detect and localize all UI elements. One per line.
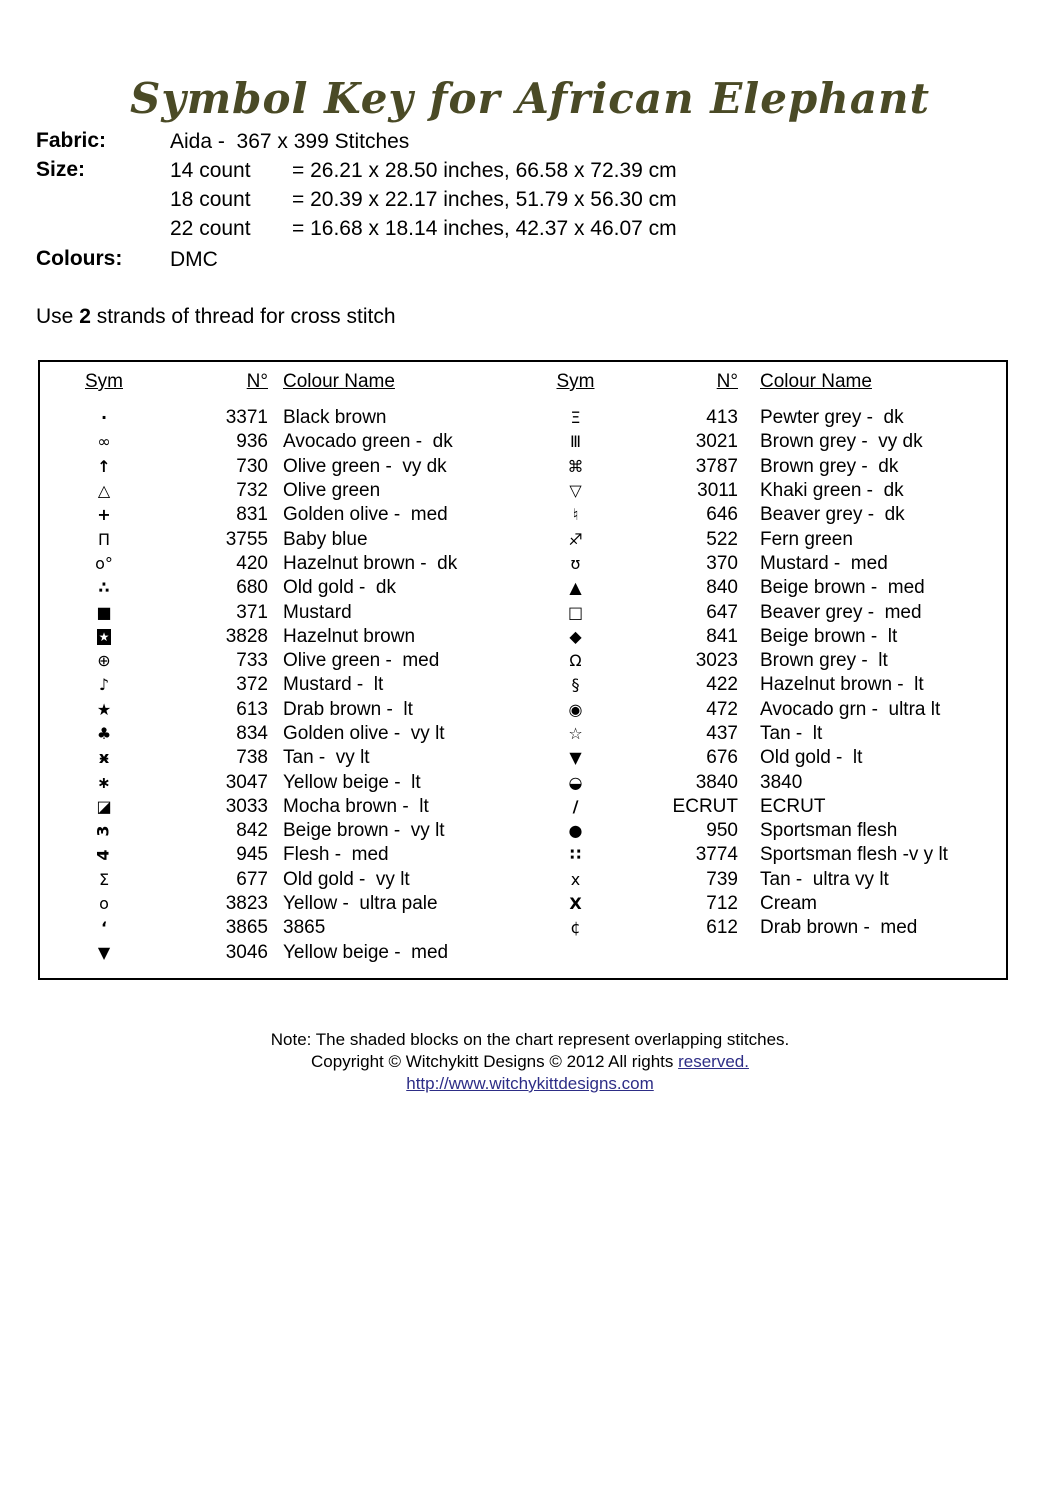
symbol-cell xyxy=(508,507,643,523)
stitch-symbol: x xyxy=(570,869,581,889)
colour-name-cell: Brown grey - vy dk xyxy=(760,431,923,453)
website-link[interactable]: http://www.witchykittdesigns.com xyxy=(406,1074,654,1093)
table-row xyxy=(40,941,1006,965)
number-cell: 732 xyxy=(236,480,268,502)
number-cell: 841 xyxy=(706,625,738,647)
number-cell: 3033 xyxy=(225,795,268,817)
symbol-cell xyxy=(508,602,643,622)
header-name-left: Colour Name xyxy=(283,371,395,392)
colour-name-cell: 3865 xyxy=(283,917,326,939)
colour-name-cell: Beige brown - lt xyxy=(760,625,898,647)
table-row xyxy=(40,698,1006,722)
number-cell: 936 xyxy=(236,431,268,453)
table-row xyxy=(40,527,1006,551)
colour-name-cell: Fern green xyxy=(760,528,853,550)
stitch-symbol: △ xyxy=(97,481,111,501)
table-row xyxy=(40,770,1006,794)
colour-name-cell: Beaver grey - dk xyxy=(760,504,905,526)
footer-note: Note: The shaded blocks on the chart represent overlapping stitches. xyxy=(270,1030,790,1049)
size-dims: = 20.39 x 22.17 inches, 51.79 x 56.30 cm xyxy=(292,188,677,211)
size-dims: = 26.21 x 28.50 inches, 66.58 x 72.39 cm xyxy=(292,159,677,182)
stitch-symbol: ▼ xyxy=(569,748,582,768)
size-line xyxy=(170,159,677,183)
stitch-symbol: ¢ xyxy=(570,918,581,938)
stitch-symbol: Ξ xyxy=(570,408,581,428)
key-table-header xyxy=(40,371,1006,393)
colour-name-cell: Brown grey - lt xyxy=(760,650,888,672)
number-cell: 437 xyxy=(706,723,738,744)
stitch-symbol: X xyxy=(569,894,582,914)
stitch-symbol: ∷ xyxy=(569,845,582,865)
header-sym-left: Sym xyxy=(85,371,123,392)
symbol-cell xyxy=(40,677,168,693)
number-cell: 422 xyxy=(706,674,738,696)
stitch-symbol: ʊ xyxy=(570,553,581,573)
colour-name-cell: Old gold - lt xyxy=(760,747,863,769)
header-name-right: Colour Name xyxy=(760,371,872,392)
colour-name-cell: Flesh - med xyxy=(283,844,389,866)
table-row xyxy=(40,746,1006,770)
colour-name-cell: Beige brown - vy lt xyxy=(283,820,445,842)
number-cell: 842 xyxy=(236,820,268,842)
colour-name-cell: Beige brown - med xyxy=(760,577,925,599)
number-cell: ECRUT xyxy=(672,795,738,817)
colour-name-cell: Olive green - vy dk xyxy=(283,455,447,477)
symbol-cell xyxy=(40,628,168,645)
stitch-symbol: 3 xyxy=(93,825,113,837)
stitch-symbol: ☆ xyxy=(568,724,583,743)
symbol-cell xyxy=(508,456,643,476)
table-row xyxy=(40,625,1006,649)
number-cell: 3371 xyxy=(225,407,268,429)
key-table-rows xyxy=(40,406,1006,965)
colour-name-cell: Drab brown - med xyxy=(760,917,918,939)
stitch-symbol: ↑ xyxy=(97,456,111,476)
symbol-cell xyxy=(40,699,168,719)
number-cell: 371 xyxy=(236,601,268,623)
colour-name-cell: Olive green xyxy=(283,480,381,502)
symbol-cell xyxy=(40,434,168,450)
symbol-cell xyxy=(508,869,643,889)
stitch-symbol: Σ xyxy=(98,869,110,889)
header-sym-right: Sym xyxy=(556,371,595,392)
number-cell: 733 xyxy=(236,650,268,672)
stitch-symbol: ⌘ xyxy=(567,456,584,476)
number-cell: 950 xyxy=(706,820,738,842)
size-label: Size: xyxy=(36,158,86,181)
reserved-link[interactable]: reserved. xyxy=(678,1052,749,1071)
symbol-cell xyxy=(40,580,168,596)
stitch-symbol: □ xyxy=(567,602,584,622)
colour-name-cell: Khaki green - dk xyxy=(760,480,904,502)
number-cell: 712 xyxy=(706,893,738,915)
stitch-symbol: ∞ xyxy=(97,432,111,452)
stitch-symbol: ▼ xyxy=(97,942,111,962)
stitch-symbol: ∕ xyxy=(572,796,579,816)
header-num-left: N° xyxy=(246,371,268,392)
colour-name-cell: Tan - vy lt xyxy=(283,747,370,769)
colour-name-cell: Tan - lt xyxy=(760,723,823,744)
number-cell: 3755 xyxy=(225,528,268,550)
symbol-cell xyxy=(508,726,643,742)
stitch-symbol: ӿ xyxy=(98,748,110,768)
symbol-cell xyxy=(40,483,168,499)
colours-label: Colours: xyxy=(36,247,123,270)
table-row xyxy=(40,795,1006,819)
symbol-cell xyxy=(40,410,168,426)
stitch-symbol: ♣ xyxy=(96,724,112,743)
number-cell: 3865 xyxy=(225,917,268,939)
symbol-cell xyxy=(508,847,643,863)
number-cell: 372 xyxy=(236,674,268,696)
symbol-cell xyxy=(40,823,168,839)
symbol-cell xyxy=(508,772,643,792)
number-cell: 739 xyxy=(706,868,738,890)
stitch-symbol: o° xyxy=(95,553,113,573)
colour-name-cell: Mustard - med xyxy=(760,552,888,574)
stitch-symbol: ● xyxy=(568,821,583,841)
symbol-cell xyxy=(40,653,168,669)
colour-name-cell: Old gold - dk xyxy=(283,577,396,599)
colour-name-cell: Hazelnut brown - dk xyxy=(283,552,458,574)
number-cell: 680 xyxy=(236,577,268,599)
colour-name-cell: Yellow beige - lt xyxy=(283,771,421,793)
stitch-symbol: + xyxy=(97,505,111,525)
number-cell: 472 xyxy=(706,698,738,720)
size-line xyxy=(170,188,677,212)
colours-value: DMC xyxy=(170,248,218,271)
symbol-cell xyxy=(508,823,643,839)
size-count: 18 count xyxy=(170,188,251,211)
stitch-symbol: ▽ xyxy=(569,481,582,501)
stitch-symbol: ♪ xyxy=(98,675,110,695)
colour-name-cell: Mocha brown - lt xyxy=(283,795,429,817)
symbol-cell xyxy=(40,847,168,863)
table-row xyxy=(40,455,1006,479)
number-cell: 647 xyxy=(706,601,738,623)
strands-instruction xyxy=(36,305,396,329)
size-line xyxy=(170,217,677,241)
number-cell: 420 xyxy=(236,552,268,574)
symbol-cell xyxy=(508,653,643,669)
colour-name-cell: Golden olive - vy lt xyxy=(283,723,445,744)
number-cell: 522 xyxy=(706,528,738,550)
number-cell: 840 xyxy=(706,577,738,599)
symbol-cell xyxy=(40,456,168,476)
symbol-cell xyxy=(508,529,643,549)
number-cell: 3828 xyxy=(225,625,268,647)
table-row xyxy=(40,843,1006,867)
number-cell: 613 xyxy=(236,698,268,720)
symbol-cell xyxy=(40,896,168,912)
fabric-label: Fabric: xyxy=(36,129,107,152)
symbol-cell xyxy=(508,410,643,426)
stitch-symbol: ◉ xyxy=(568,699,583,719)
stitch-symbol: ♮ xyxy=(572,505,579,525)
table-row xyxy=(40,600,1006,624)
symbol-cell xyxy=(40,920,168,936)
strands-count: 2 xyxy=(79,305,91,328)
number-cell: 3023 xyxy=(695,650,738,672)
footer-url-line xyxy=(0,1074,1060,1094)
colour-name-cell: Cream xyxy=(760,893,818,915)
number-cell: 3840 xyxy=(695,771,738,793)
number-cell: 676 xyxy=(706,747,738,769)
stitch-symbol: o xyxy=(99,894,109,914)
fabric-value: Aida - 367 x 399 Stitches xyxy=(170,130,410,153)
colour-name-cell: Tan - ultra vy lt xyxy=(760,868,889,890)
stitch-symbol: ◪ xyxy=(96,796,112,816)
stitch-symbol: ★ xyxy=(98,630,110,645)
symbol-key-table xyxy=(38,360,1008,980)
number-cell: 413 xyxy=(706,407,738,429)
colour-name-cell: Black brown xyxy=(283,407,387,429)
symbol-cell xyxy=(508,796,643,816)
colour-name-cell: Olive green - med xyxy=(283,650,440,672)
symbol-cell xyxy=(40,772,168,792)
symbol-cell xyxy=(508,626,643,646)
symbol-cell xyxy=(508,896,643,912)
table-row xyxy=(40,552,1006,576)
stitch-symbol: ◆ xyxy=(569,626,582,646)
colour-name-cell: ECRUT xyxy=(760,795,826,817)
strands-suffix: strands of thread for cross stitch xyxy=(90,305,396,328)
number-cell: 730 xyxy=(236,455,268,477)
colour-name-cell: Avocado grn - ultra lt xyxy=(760,698,941,720)
colour-name-cell: Hazelnut brown - lt xyxy=(760,674,924,696)
number-cell: 834 xyxy=(236,723,268,744)
stitch-symbol: ▲ xyxy=(569,578,582,598)
number-cell: 3046 xyxy=(225,941,268,963)
symbol-cell xyxy=(40,869,168,889)
stitch-symbol: ■ xyxy=(96,602,112,622)
stitch-symbol: Π xyxy=(97,529,111,549)
number-cell: 831 xyxy=(236,504,268,526)
symbol-cell xyxy=(40,602,168,622)
symbol-cell xyxy=(508,580,643,596)
page-title: Symbol Key for African Elephant xyxy=(130,74,930,123)
table-row xyxy=(40,673,1006,697)
colour-name-cell: Golden olive - med xyxy=(283,504,448,526)
colour-name-cell: Brown grey - dk xyxy=(760,455,899,477)
stitch-symbol: ‘ xyxy=(100,918,108,938)
colour-name-cell: Avocado green - dk xyxy=(283,431,453,453)
colour-name-cell: Old gold - vy lt xyxy=(283,868,410,890)
table-row xyxy=(40,868,1006,892)
colour-name-cell: 3840 xyxy=(760,771,803,793)
symbol-cell xyxy=(508,920,643,936)
table-row xyxy=(40,892,1006,916)
number-cell: 370 xyxy=(706,552,738,574)
stitch-symbol: ∴ xyxy=(98,578,110,598)
symbol-cell xyxy=(508,483,643,499)
table-row xyxy=(40,649,1006,673)
symbol-cell xyxy=(508,434,643,450)
strands-prefix: Use xyxy=(36,305,80,328)
table-row xyxy=(40,406,1006,430)
symbol-cell xyxy=(40,726,168,742)
table-row xyxy=(40,430,1006,454)
number-cell: 3787 xyxy=(695,455,738,477)
size-count: 14 count xyxy=(170,159,251,182)
stitch-symbol: ◒ xyxy=(568,772,583,792)
symbol-cell xyxy=(508,750,643,766)
number-cell: 3021 xyxy=(695,431,738,453)
symbol-cell xyxy=(40,750,168,766)
stitch-symbol: ∗ xyxy=(97,772,111,792)
stitch-symbol: Ω xyxy=(569,651,582,671)
table-row xyxy=(40,503,1006,527)
symbol-cell xyxy=(508,677,643,693)
colour-name-cell: Mustard xyxy=(283,601,352,623)
colour-name-cell: Beaver grey - med xyxy=(760,601,922,623)
footer-copyright xyxy=(0,1052,1060,1072)
symbol-cell xyxy=(40,796,168,816)
number-cell: 677 xyxy=(236,868,268,890)
colour-name-cell: Hazelnut brown xyxy=(283,625,416,647)
number-cell: 945 xyxy=(236,844,268,866)
table-row xyxy=(40,916,1006,940)
size-count: 22 count xyxy=(170,217,251,240)
number-cell: 3011 xyxy=(697,480,738,502)
symbol-cell xyxy=(40,942,168,962)
stitch-symbol: § xyxy=(571,675,580,695)
symbol-cell xyxy=(508,553,643,573)
colour-name-cell: Drab brown - lt xyxy=(283,698,413,720)
number-cell: 3047 xyxy=(225,771,268,793)
colour-name-cell: Sportsman flesh -v y lt xyxy=(760,844,948,866)
stitch-symbol: ♐ xyxy=(568,529,583,549)
symbol-cell xyxy=(40,507,168,523)
colour-name-cell: Mustard - lt xyxy=(283,674,384,696)
symbol-cell xyxy=(40,553,168,573)
colour-name-cell: Baby blue xyxy=(283,528,368,550)
colour-name-cell: Yellow beige - med xyxy=(283,941,449,963)
table-row xyxy=(40,722,1006,746)
number-cell: 738 xyxy=(236,747,268,769)
table-row xyxy=(40,819,1006,843)
symbol-cell xyxy=(40,529,168,549)
table-row xyxy=(40,479,1006,503)
copyright-text: Copyright © Witchykitt Designs © 2012 All rights xyxy=(311,1052,679,1071)
header-num-right: N° xyxy=(716,371,738,392)
table-row xyxy=(40,576,1006,600)
colour-name-cell: Pewter grey - dk xyxy=(760,407,904,429)
number-cell: 3774 xyxy=(695,844,738,866)
colour-name-cell: Sportsman flesh xyxy=(760,820,898,842)
symbol-cell xyxy=(508,699,643,719)
colour-name-cell: Yellow - ultra pale xyxy=(283,893,438,915)
number-cell: 646 xyxy=(706,504,738,526)
number-cell: 612 xyxy=(706,917,738,939)
stitch-symbol: ★ xyxy=(96,699,112,719)
number-cell: 3823 xyxy=(225,893,268,915)
size-dims: = 16.68 x 18.14 inches, 42.37 x 46.07 cm xyxy=(292,217,677,240)
stitch-symbol: · xyxy=(100,408,108,428)
stitch-symbol: ⊕ xyxy=(97,651,111,671)
stitch-symbol: Ⅲ xyxy=(569,432,582,452)
stitch-symbol: 4 xyxy=(93,849,113,862)
